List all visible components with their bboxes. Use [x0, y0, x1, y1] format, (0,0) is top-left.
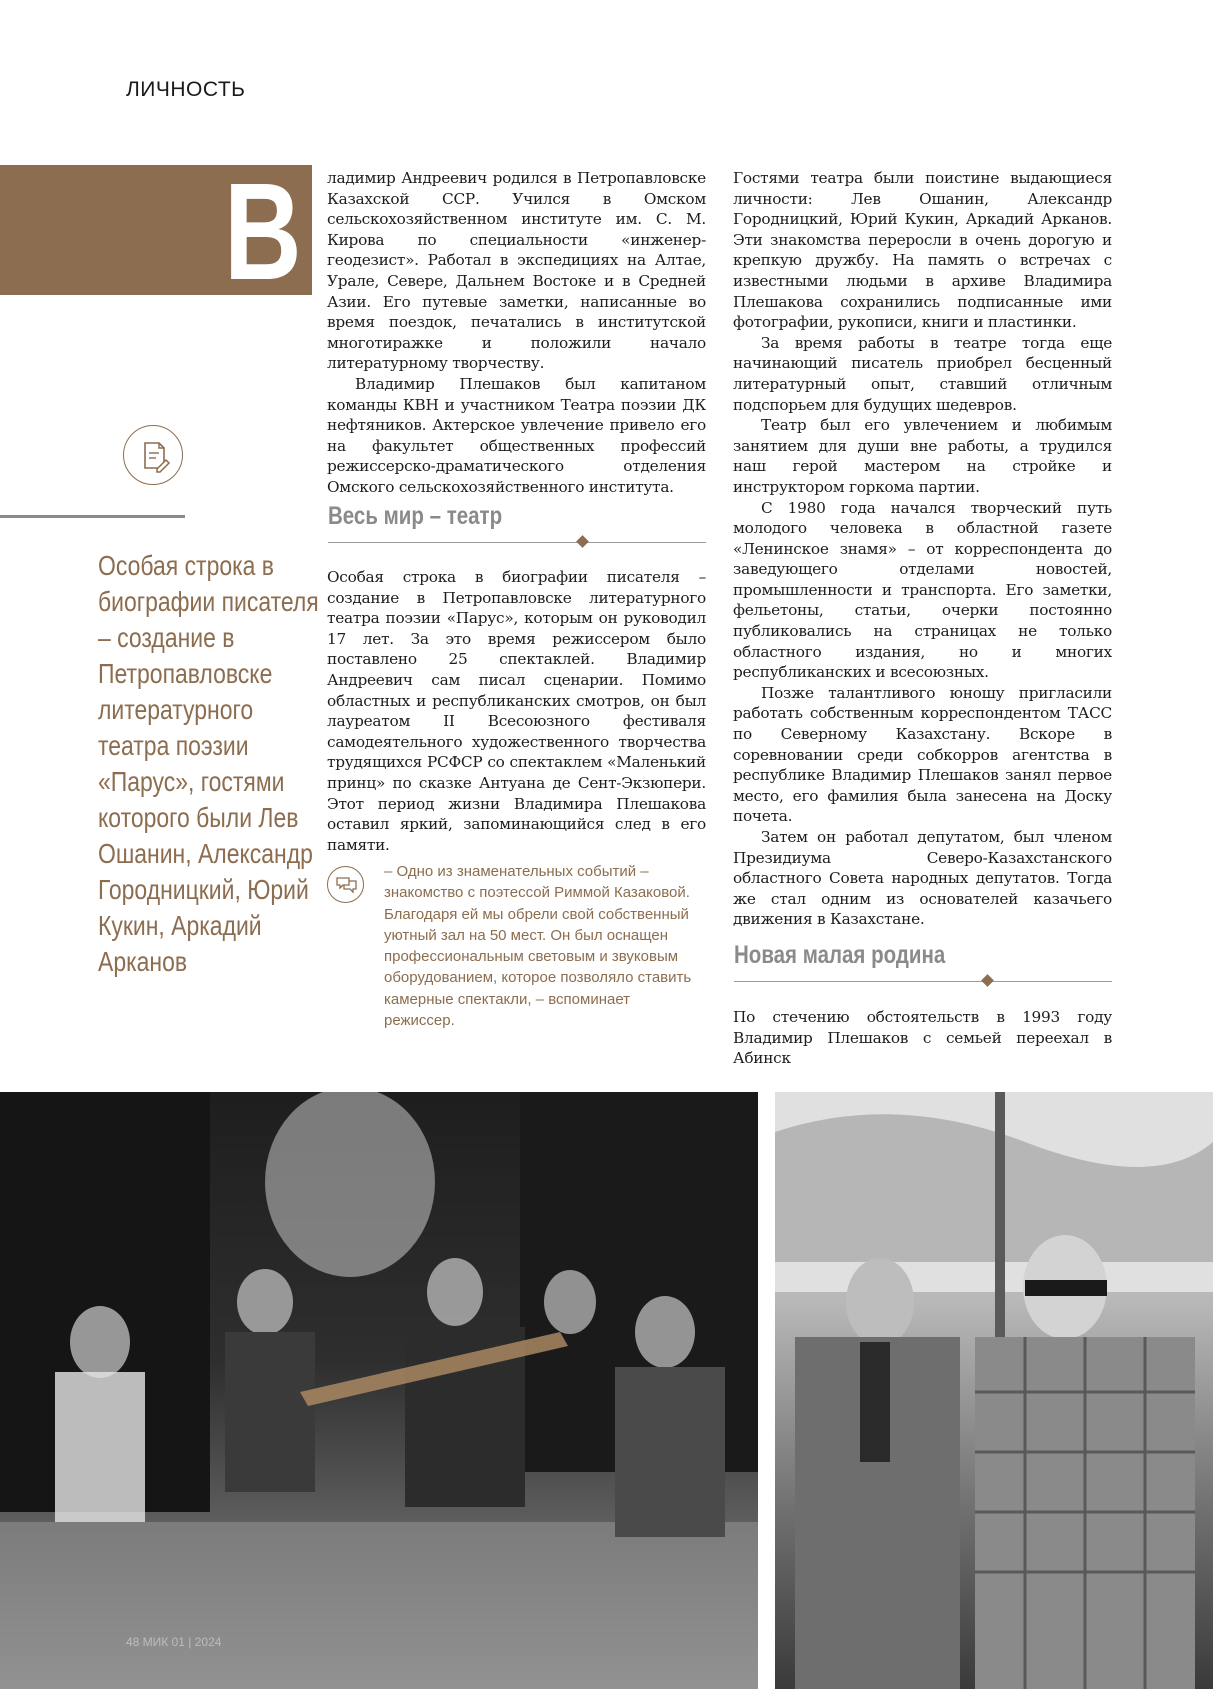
paragraph: Особая строка в биографии писателя – создание в Петропавловске литературного театра поэзии «Парус», которым он руководил 17 лет. За это время режиссером было поставлено 25 спектаклей. Владимир Андреевич сам писал сценарии. Помимо областных и республиканских смотров, он был лауреатом II Всесоюзного фестиваля самодеятельного художественного творчества трудящихся РСФСР со спектаклем «Маленький принц» по сказке Антуана де Сент-Экзюпери. Этот период жизни Владимира Плешакова оставил яркий, запоминающийся след в его памяти. — [327, 568, 706, 854]
subhead-new-homeland: Новая малая родина — [734, 941, 946, 969]
column-2-continued — [733, 1007, 1112, 1069]
chat-bubbles-icon — [327, 866, 364, 903]
paragraph: С 1980 года начался творческий путь молодого человека в областной газете «Ленинское знамя» – от корреспондента до заведующего отделами новостей, промышленности и транспорта. Его заметки, фельетоны, статьи, очерки постоянно публиковались на страницах не только областного издания, но и многих республиканских и всесоюзных. — [733, 498, 1112, 682]
subhead-whole-world-theatre: Весь мир – театр — [328, 502, 503, 530]
column-2 — [733, 168, 1112, 930]
paragraph: Гостями театра были поистине выдающиеся личности: Лев Ошанин, Александр Городницкий, Юрий Кукин, Аркадий Арканов. Эти знакомства переросли в очень дорогую и крепкую дружбу. На память о встречах с известными людьми в архиве Владимира Плешакова сохранились подписанные ими фотографии, рукописи, книги и пластинки. — [733, 169, 1112, 332]
paragraph: ладимир Андреевич родился в Петропавловске Казахской ССР. Учился в Омском сельскохозяйственном институте им. С. М. Кирова по специальности «инженер-геодезист». Работал в экспедициях на Алтае, Урале, Севере, Дальнем Востоке и в Средней Азии. Его путевые заметки, написанные во время поездок, печатались в институтской многотиражке и положили начало литературному творчеству. — [327, 169, 706, 373]
page-folio: 48 МИК 01 | 2024 — [126, 1635, 222, 1649]
subhead-rule — [734, 981, 1112, 982]
pull-quote: Особая строка в биографии писателя – создание в Петропавловске литературного театра поэзии «Парус», гостями которого были Лев Ошанин, Александр Городницкий, Юрий Кукин, Аркадий Арканов — [98, 550, 319, 977]
paragraph: Затем он работал депутатом, был членом Президиума Северо-Казахстанского областного Совета народных депутатов. Тогда же стал одним из основателей казачьего движения в Казахстане. — [733, 828, 1112, 929]
column-1-continued — [327, 567, 706, 855]
diamond-ornament — [576, 535, 589, 548]
left-divider — [0, 515, 185, 518]
photo-theatre-group — [0, 1092, 758, 1689]
subhead-rule — [328, 542, 706, 543]
column-1 — [327, 168, 706, 498]
dropcap-letter: В — [224, 155, 302, 309]
paragraph: За время работы в театре тогда еще начинающий писатель приобрел бесценный литературный опыт, ставший отличным подспорьем для будущих шедевров. — [733, 333, 1112, 414]
paragraph: Владимир Плешаков был капитаном команды КВН и участником Театра поэзии ДК нефтяников. Актерское увлечение привело его на факультет общественных профессий режиссерско-драматического отделения Омского сельскохозяйственного института. — [327, 374, 706, 496]
dropcap-block — [0, 155, 312, 309]
document-edit-icon — [123, 425, 183, 485]
paragraph: По стечению обстоятельств в 1993 году Владимир Плешаков с семьей переехал в Абинск — [733, 1008, 1112, 1068]
photo-two-men — [775, 1092, 1213, 1689]
diamond-ornament — [981, 974, 994, 987]
section-label: ЛИЧНОСТЬ — [126, 78, 246, 101]
paragraph: Позже талантливого юношу пригласили работать собственным корреспондентом ТАСС по Северному Казахстану. Вскоре в соревновании среди собкорров агентства в республике Владимир Плешаков занял первое место, его фамилия была занесена на Доску почета. — [733, 683, 1112, 826]
quote-text: – Одно из знаменательных событий – знакомство с поэтессой Риммой Казаковой. Благодаря ей мы обрели свой собственный уютный зал на 50 мест. Он был оснащен профессиональным световым и звуковым оборудованием, которое позволяло ставить камерные спектакли, – вспоминает режиссер. — [384, 863, 692, 1030]
paragraph: Театр был его увлечением и любимым занятием для души вне работы, а трудился наш герой мастером на стройке и инструктором горкома партии. — [733, 416, 1112, 496]
